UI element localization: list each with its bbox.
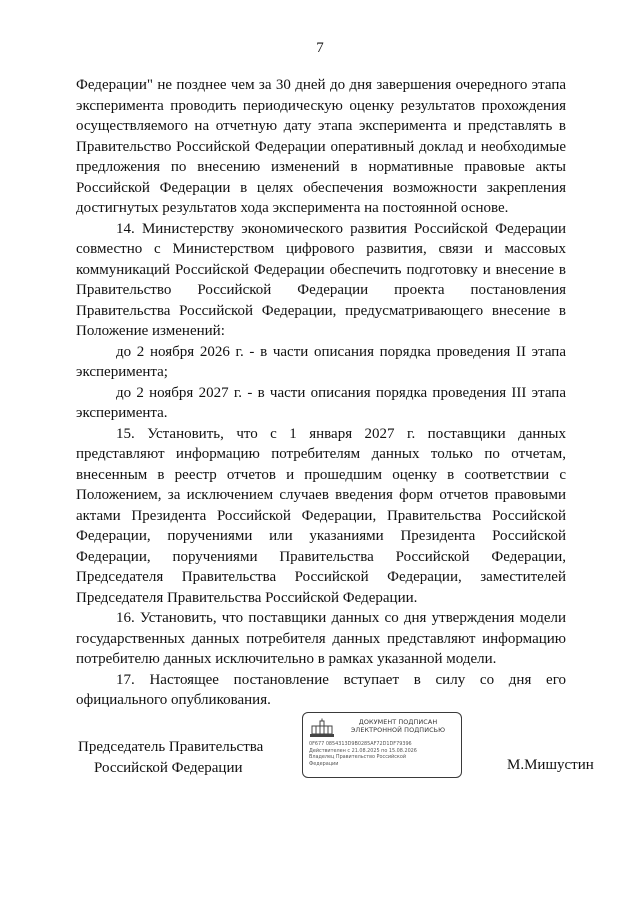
document-body [76, 75, 566, 711]
position-line-1: Председатель Правительства [78, 739, 264, 755]
paragraph-16: 16. Установить, что поставщики данных со дня утверждения модели государственных данных потребителя данных представляют информацию потребителю данных исключительно в рамках указанной модели. [76, 610, 566, 667]
stamp-certificate: 0F677 0854313D9B0285AF72D1DF79396 [309, 741, 412, 747]
paragraph-17: 17. Настоящее постановление вступает в силу со дня его официального опубликования. [76, 671, 566, 708]
position-line-2: Российской Федерации [94, 759, 243, 776]
signatory-position [78, 737, 278, 778]
stamp-owner-line-1: Владелец Правительство Российской [309, 754, 407, 761]
stamp-title [339, 718, 457, 734]
stamp-title-line-1: ДОКУМЕНТ ПОДПИСАН [358, 718, 438, 726]
electronic-signature-stamp [302, 712, 462, 778]
page-number: 7 [316, 40, 324, 56]
paragraph-14-deadline-2: до 2 ноября 2027 г. - в части описания порядка проведения III этапа эксперимента. [76, 384, 566, 421]
stamp-details [309, 741, 459, 767]
stamp-owner-line-2: Федерации [309, 760, 339, 767]
government-building-icon [309, 718, 335, 738]
paragraph-15: 15. Установить, что с 1 января 2027 г. поставщики данных представляют информацию потребителям данных только по отчетам, внесенным в реестр отчетов и прошедшим оценку в соответствии с Положением, за исключением случаев введения форм отчетов правовыми актами Президента Российской Федерации, Правительства Российской Федерации, поручениями или указаниями Президента Российской Федерации, поручениями Правительства Российской Федерации, Председателя Правительства Российской Федерации, заместителей Председателя Правительства Российской Федерации. [76, 425, 566, 606]
signer-name: М.Мишустин [507, 757, 594, 773]
paragraph-14: 14. Министерству экономического развития Российской Федерации совместно с Министерством цифрового развития, связи и массовых коммуникаций Российской Федерации обеспечить подготовку и внесение в Правительство Российской Федерации проекта постановления Правительства Российской Федерации, предусматривающего внесение в Положение изменений: [76, 220, 566, 339]
paragraph-continuation: Федерации" не позднее чем за 30 дней до дня завершения очередного этапа эксперимента проводить периодическую оценку результатов прохождения осуществляемого на отчетную дату этапа эксперимента и представлять в Правительство Российской Федерации оперативный доклад и необходимые предложения по внесению изменений в нормативные правовые акты Российской Федерации в целях обеспечения возможности закрепления достигнутых результатов хода эксперимента на постоянной основе. [76, 77, 566, 216]
stamp-title-line-2: ЭЛЕКТРОННОЙ ПОДПИСЬЮ [350, 726, 446, 734]
stamp-validity: Действителен с 21.08.2025 по 15.08.2026 [309, 747, 417, 754]
paragraph-14-deadline-1: до 2 ноября 2026 г. - в части описания порядка проведения II этапа эксперимента; [76, 343, 566, 380]
